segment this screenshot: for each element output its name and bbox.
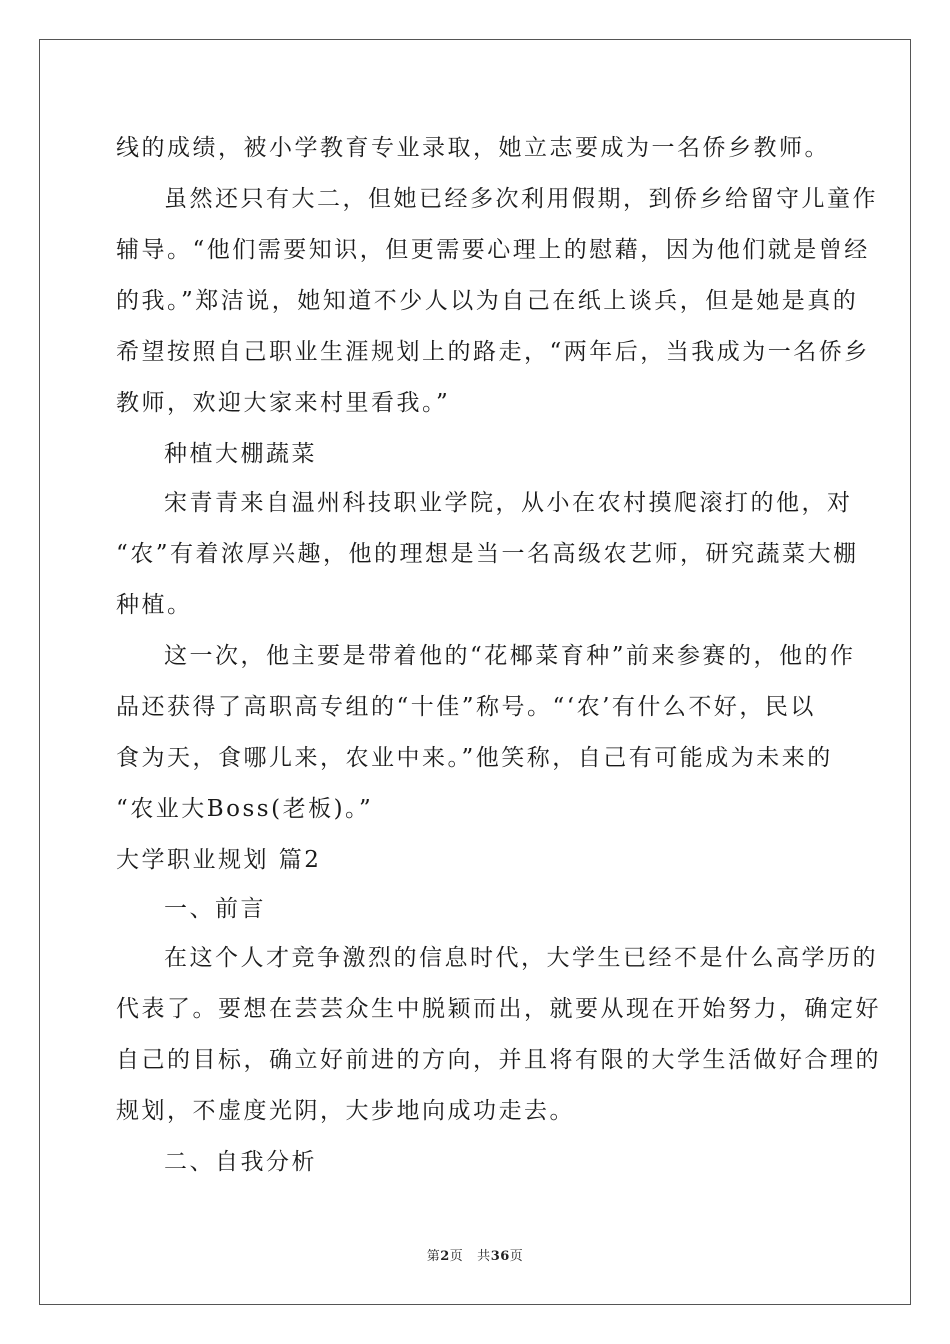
total-prefix: 共	[477, 1249, 491, 1264]
text-line: 二、自我分析	[164, 1149, 317, 1175]
page-number: 2	[440, 1249, 450, 1264]
text-line: 品还获得了高职高专组的“十佳”称号。“‘农’有什么不好，民以	[116, 694, 816, 720]
page-prefix: 第	[426, 1249, 441, 1264]
paragraph	[116, 127, 836, 178]
text-line: “农业大Boss(老板)。”	[116, 796, 374, 822]
text-line: 食为天，食哪儿来，农业中来。”他笑称，自己有可能成为未来的	[116, 745, 833, 771]
text-line: 辅导。“他们需要知识，但更需要心理上的慰藉，因为他们就是曾经	[116, 237, 870, 263]
article-title	[116, 839, 836, 888]
text-line: 种植大棚蔬菜	[164, 441, 317, 467]
document-body	[116, 127, 881, 1192]
total-pages: 36	[490, 1249, 510, 1264]
paragraph	[116, 178, 878, 433]
text-line: 一、前言	[164, 896, 266, 922]
text-line: 种植。	[116, 592, 193, 618]
text-line: 虽然还只有大二，但她已经多次利用假期，到侨乡给留守儿童作	[164, 186, 878, 212]
text-line: 这一次，他主要是带着他的“花椰菜育种”前来参赛的，他的作	[164, 643, 856, 669]
section-subtitle	[116, 433, 836, 482]
text-line: 线的成绩，被小学教育专业录取，她立志要成为一名侨乡教师。	[116, 135, 830, 161]
text-line: 自己的目标，确立好前进的方向，并且将有限的大学生活做好合理的	[116, 1047, 881, 1073]
text-line: 规划，不虚度光阴，大步地向成功走去。	[116, 1098, 575, 1124]
paragraph	[116, 635, 856, 839]
text-line: 教师，欢迎大家来村里看我。”	[116, 390, 451, 416]
text-line: 宋青青来自温州科技职业学院，从小在农村摸爬滚打的他，对	[164, 490, 853, 516]
paragraph	[116, 482, 859, 635]
total-suffix: 页	[509, 1249, 524, 1264]
text-line: 希望按照自己职业生涯规划上的路走，“两年后，当我成为一名侨乡	[116, 339, 870, 365]
text-line: 大学职业规划 篇2	[116, 847, 322, 873]
section-heading	[116, 1141, 836, 1192]
text-line: 代表了。要想在芸芸众生中脱颖而出，就要从现在开始努力，确定好	[116, 996, 881, 1022]
section-heading	[116, 888, 836, 937]
page-footer	[0, 1245, 950, 1264]
text-line: “农”有着浓厚兴趣，他的理想是当一名高级农艺师，研究蔬菜大棚	[116, 541, 859, 567]
page-suffix: 页	[449, 1249, 464, 1264]
paragraph	[116, 937, 881, 1141]
text-line: 的我。”郑洁说，她知道不少人以为自己在纸上谈兵，但是她是真的	[116, 288, 859, 314]
text-line: 在这个人才竞争激烈的信息时代，大学生已经不是什么高学历的	[164, 945, 878, 971]
